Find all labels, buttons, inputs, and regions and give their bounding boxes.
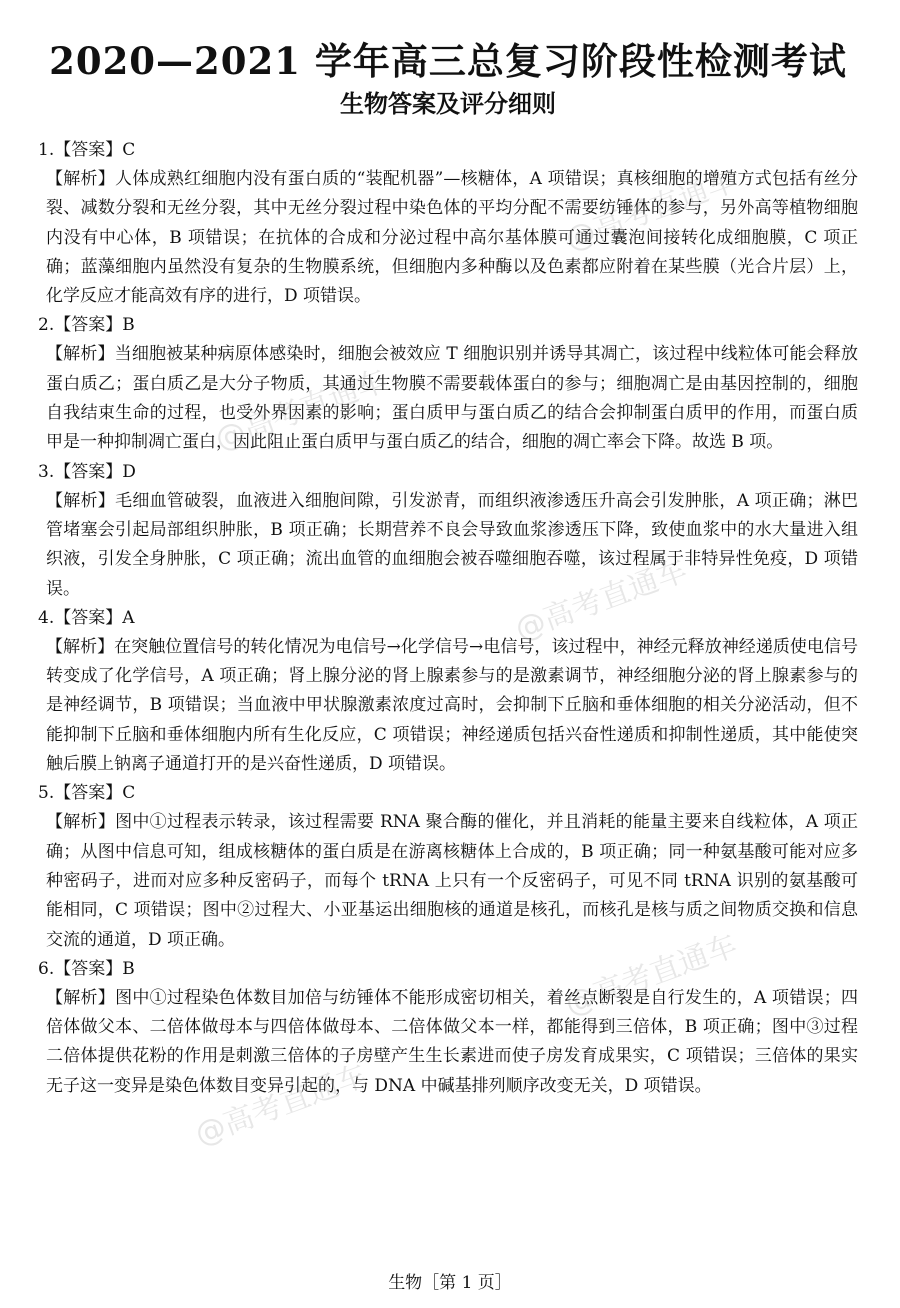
watermark: @高考直通车 xyxy=(190,1058,372,1153)
answer-text: 【答案】C xyxy=(54,140,136,160)
answer-text: 【答案】D xyxy=(54,461,136,482)
watermark: @高考直通车 xyxy=(560,928,742,1023)
answer-line xyxy=(38,311,858,340)
watermark: @高考直通车 xyxy=(560,163,742,258)
answer-line xyxy=(38,458,858,487)
page-title: 2020—2021 学年高三总复习阶段性检测考试 xyxy=(49,39,847,83)
question-item-3 xyxy=(38,458,858,604)
answer-line xyxy=(38,779,858,808)
analysis-text: 【解析】毛细血管破裂，血液进入细胞间隙，引发淤青，而组织液渗透压升高会引发肿胀，A 项正确；淋巴管堵塞会引起局部组织肿胀，B 项正确；长期营养不良会导致血浆渗透压下降，致使血浆中的水大量进入组织液，引发全身肿胀，C 项正确；流出血管的血细胞会被吞噬细胞吞噬，该过程属于非特异性免疫，D 项错误。 xyxy=(46,490,858,599)
answer-text: 【答案】B xyxy=(54,958,135,979)
question-item-4 xyxy=(38,604,858,779)
analysis-text: 【解析】当细胞被某种病原体感染时，细胞会被效应 T 细胞识别并诱导其凋亡，该过程中线粒体可能会释放蛋白质乙；蛋白质乙是大分子物质，其通过生物膜不需要载体蛋白的参与；细胞凋亡是由基因控制的，细胞自我结束生命的过程，也受外界因素的影响；蛋白质甲与蛋白质乙的结合会抑制蛋白质甲的作用，而蛋白质甲是一种抑制凋亡蛋白，因此阻止蛋白质甲与蛋白质乙的结合，细胞的凋亡率会下降。故选 B 项。 xyxy=(46,344,858,453)
analysis-text: 【解析】图中①过程染色体数目加倍与纺锤体不能形成密切相关，着丝点断裂是自行发生的，A 项错误；四倍体做父本、二倍体做母本与四倍体做母本、二倍体做父本一样，都能得到三倍体，B 项正确；图中③过程二倍体提供花粉的作用是刺激三倍体的子房壁产生生长素进而使子房发育成果实，C 项错误；三倍体的果实无子这一变异是染色体数目变异引起的，与 DNA 中碱基排列顺序改变无关，D 项错误。 xyxy=(46,987,858,1096)
answer-text: 【答案】A xyxy=(54,607,135,628)
question-number: 1. xyxy=(38,140,55,160)
question-number: 4. xyxy=(38,607,55,628)
question-item-1 xyxy=(38,136,858,311)
analysis-text: 【解析】人体成熟红细胞内没有蛋白质的“装配机器”—核糖体，A 项错误；真核细胞的增殖方式包括有丝分裂、减数分裂和无丝分裂，其中无丝分裂过程中染色体的平均分配不需要纺锤体的参与，另外高等植物细胞内没有中心体，B 项错误；在抗体的合成和分泌过程中高尔基体膜可通过囊泡间接转化成细胞膜，C 项正确；蓝藻细胞内虽然没有复杂的生物膜系统，但细胞内多种酶以及色素都应附着在某些膜（光合片层）上，化学反应才能高效有序的进行，D 项错误。 xyxy=(46,169,858,307)
page-subtitle: 生物答案及评分细则 xyxy=(340,89,556,118)
question-item-6 xyxy=(38,955,858,1101)
watermark: @高考直通车 xyxy=(210,363,392,458)
answer-line xyxy=(38,955,858,984)
answer-line xyxy=(38,604,858,633)
page-footer: 生物［第 1 页］ xyxy=(388,1273,512,1293)
question-number: 6. xyxy=(38,958,55,979)
watermark: @高考直通车 xyxy=(510,553,692,648)
analysis-text: 【解析】图中①过程表示转录，该过程需要 RNA 聚合酶的催化，并且消耗的能量主要来自线粒体，A 项正确；从图中信息可知，组成核糖体的蛋白质是在游离核糖体上合成的，B 项正确；同一种氨基酸可能对应多种密码子，进而对应多种反密码子，而每个 tRNA 上只有一个反密码子，可见不同 tRNA 识别的氨基酸可能相同，C 项错误；图中②过程大、小亚基运出细胞核的通道是核孔，而核孔是核与质之间物质交换和信息交流的通道，D 项正确。 xyxy=(46,812,858,950)
question-number: 5. xyxy=(38,783,55,804)
question-number: 3. xyxy=(38,461,55,482)
answer-line xyxy=(38,136,858,165)
question-item-5 xyxy=(38,779,858,954)
answer-text: 【答案】C xyxy=(54,783,136,804)
answer-text: 【答案】B xyxy=(54,315,135,336)
analysis-text: 【解析】在突触位置信号的转化情况为电信号→化学信号→电信号，该过程中，神经元释放神经递质使电信号转变成了化学信号，A 项正确；肾上腺分泌的肾上腺素参与的是激素调节，神经细胞分泌的肾上腺素参与的是神经调节，B 项错误；当血液中甲状腺激素浓度过高时，会抑制下丘脑和垂体细胞的相关分泌活动，但不能抑制下丘脑和垂体细胞内所有生化反应，C 项错误；神经递质包括兴奋性递质和抑制性递质，其中能使突触后膜上钠离子通道打开的是兴奋性递质，D 项错误。 xyxy=(46,636,858,775)
question-item-2 xyxy=(38,311,858,457)
question-number: 2. xyxy=(38,315,55,336)
